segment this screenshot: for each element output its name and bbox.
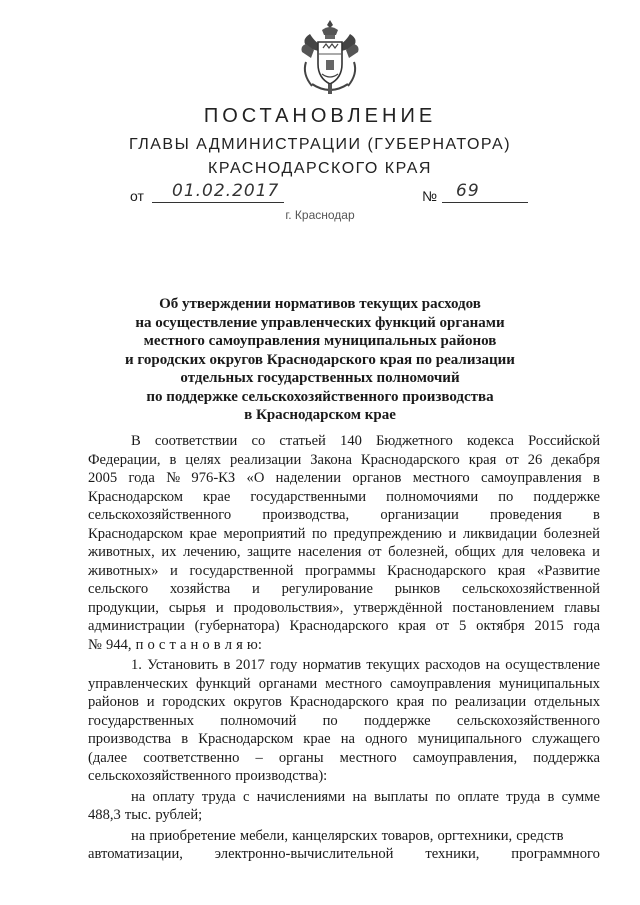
body-word: предупреждению (333, 525, 442, 542)
heading-line: Об утверждении нормативов текущих расходов (159, 296, 481, 312)
body-word: н (190, 636, 199, 653)
date-label: от (130, 188, 144, 204)
body-word: служащего (531, 731, 600, 747)
body-word: администрации (88, 618, 185, 634)
body-word: Закона (310, 451, 352, 468)
body-word: труда (201, 788, 236, 805)
body-word: 2017 (235, 657, 265, 673)
body-word: о (147, 636, 155, 653)
handwritten-date: 01.02.2017 (172, 181, 280, 201)
body-word: сумме (561, 788, 600, 805)
body-word: 140 (340, 433, 362, 449)
body-word: октября (476, 618, 525, 634)
body-word: оргтехники, (437, 827, 513, 844)
body-word: поддержке (533, 488, 600, 505)
body-word: и (252, 581, 260, 597)
body-word: округов (233, 694, 282, 710)
body-word: самоуправления (480, 470, 582, 486)
body-word: по (498, 488, 514, 505)
body-line (88, 788, 600, 807)
body-word: осуществление (505, 657, 600, 673)
body-line (88, 617, 600, 636)
body-word: на (485, 657, 500, 673)
body-word: соответственно (143, 749, 240, 766)
body-word: электронно-вычислительной (214, 846, 394, 862)
body-word: целях (185, 451, 221, 468)
coat-of-arms-emblem (298, 18, 362, 98)
body-word: в (593, 507, 600, 523)
body-word: года (128, 470, 155, 486)
body-word: Краснодарского (289, 618, 389, 634)
heading-line: по поддержке сельскохозяйственного производства (146, 388, 494, 405)
body-word: л (224, 636, 233, 653)
body-word: местного (339, 749, 397, 766)
body-word: производства (88, 731, 172, 747)
body-word: в (169, 451, 177, 468)
body-word: по (431, 694, 447, 710)
body-word: Федерации, (88, 451, 161, 468)
body-word: местного (325, 675, 383, 692)
body-word: оплате (457, 788, 500, 805)
body-word: «О (246, 470, 265, 486)
body-word: крае (303, 731, 331, 747)
issuer-line-2: КРАСНОДАРСКОГО КРАЯ (208, 160, 432, 177)
body-word: функций (196, 675, 251, 692)
body-word: поддержке (363, 712, 431, 729)
body-word: их (161, 544, 177, 560)
body-word: Краснодарском (198, 731, 294, 747)
body-word: на (352, 788, 367, 805)
body-word: программы (305, 562, 376, 579)
body-word: В (131, 433, 141, 449)
body-word: норматив (302, 657, 362, 673)
body-word: сырья (168, 599, 206, 616)
body-word: Краснодарского (360, 451, 460, 468)
body-word: наделении (275, 470, 342, 486)
body-word: а (179, 636, 187, 653)
body-word: декабря (551, 451, 600, 468)
body-word: текущих (366, 657, 420, 673)
body-word: (губернатора) (194, 618, 280, 634)
body-word: в (213, 636, 221, 653)
body-word: одного (365, 731, 408, 747)
body-word: утверждённой (353, 599, 443, 616)
body-word: приобретение (149, 827, 236, 844)
resolution-heading (110, 295, 530, 425)
body-word: государственных (88, 712, 195, 729)
body-line (88, 712, 600, 731)
body-word: в (223, 657, 231, 673)
body-word: районов (88, 694, 139, 710)
body-line (88, 580, 600, 599)
body-word: муниципальных (498, 675, 600, 692)
body-word: органы (278, 749, 324, 766)
body-word: производства): (235, 768, 328, 784)
body-word: управленческих (88, 675, 189, 692)
body-word: продовольствия», (233, 599, 344, 616)
body-word: на (340, 731, 356, 747)
body-word: самоуправления (390, 675, 491, 692)
body-word: проведения (490, 507, 562, 523)
body-word: года (573, 618, 600, 634)
body-word: кодекса (466, 433, 514, 449)
body-word: мероприятий (223, 525, 306, 542)
heading-line: и городских округов Краснодарского края по реализации (125, 351, 515, 368)
body-word: от (435, 618, 450, 634)
body-word: органами (258, 675, 318, 692)
date-number-line (0, 183, 640, 207)
body-word: хозяйства (169, 581, 231, 597)
heading-line: на осуществление управленческих функций органами (135, 314, 505, 331)
body-word: и (215, 599, 224, 616)
body-word: Установить (147, 657, 219, 673)
body-line (88, 451, 600, 470)
body-word: защите (247, 544, 292, 560)
body-word: автоматизации, (88, 846, 183, 862)
body-word: 2015 (534, 618, 564, 634)
body-word: продукции, (88, 599, 159, 616)
body-line (88, 656, 600, 675)
body-word: канцелярских (292, 827, 378, 844)
body-word: «Развитие (536, 562, 600, 579)
body-word: края (497, 562, 526, 579)
body-word: организации (380, 507, 459, 523)
body-word: самоуправления, (412, 749, 518, 766)
body-word: я (236, 636, 243, 653)
body-word: Краснодарском (88, 525, 183, 542)
body-word: со (251, 433, 266, 449)
body-word: расходов (425, 657, 481, 673)
body-word: от (368, 544, 382, 560)
body-word: по (311, 525, 328, 542)
number-underline (442, 202, 528, 203)
body-line (88, 488, 600, 507)
body-word: сельскохозяйственного (88, 768, 232, 784)
body-word: 944, (106, 636, 132, 653)
body-word: ю: (246, 636, 262, 653)
body-word: и (448, 525, 457, 542)
body-word: 1. (131, 657, 142, 673)
body-word: постановлением (452, 599, 555, 616)
body-line (88, 525, 600, 544)
body-word: начислениями (256, 788, 346, 805)
body-word: рублей; (155, 807, 203, 823)
body-word: животных» (88, 562, 159, 579)
body-line (88, 675, 600, 694)
body-word: населения (297, 544, 362, 560)
body-word: году (270, 657, 298, 673)
heading-line: отдельных государственных полномочий (180, 370, 460, 386)
body-word: Краснодарского (387, 562, 487, 579)
body-word: техники, (425, 846, 480, 862)
body-line (88, 730, 600, 749)
body-word: человека (530, 544, 586, 560)
body-word: болезней, (388, 544, 449, 560)
body-line (88, 767, 600, 786)
body-word: и (146, 694, 155, 710)
body-word: поддержка (533, 749, 600, 766)
body-word: и (592, 544, 600, 560)
body-word: т (169, 636, 176, 653)
body-word: края (396, 694, 425, 710)
body-word: о (202, 636, 210, 653)
body-word: реализации (454, 694, 527, 710)
body-word: края (398, 618, 426, 634)
body-word: п (135, 636, 144, 653)
body-line (88, 599, 600, 618)
body-word: № (88, 636, 102, 653)
body-word: – (255, 749, 263, 766)
body-word: сельскохозяйственного (88, 507, 232, 523)
heading-line: местного самоуправления муниципальных районов (143, 333, 497, 349)
body-word: соответствии (154, 433, 238, 449)
body-word: лечению, (183, 544, 241, 560)
body-word: органов (352, 470, 402, 486)
body-word: крае (189, 525, 217, 542)
body-word: болезней (543, 525, 600, 542)
body-word: местного (412, 470, 470, 486)
body-line (88, 693, 600, 712)
heading-line: в Краснодарском крае (244, 407, 396, 423)
city-name: г. Краснодар (285, 208, 355, 222)
body-word: выплаты (373, 788, 429, 805)
body-word: Краснодарском (88, 488, 183, 505)
body-line (88, 432, 600, 451)
body-word: в (547, 788, 555, 805)
body-word: от (505, 451, 519, 468)
body-word: в (181, 731, 189, 747)
body-word: животных, (88, 544, 155, 560)
body-word: для (502, 544, 524, 560)
body-word: оплату (152, 788, 195, 805)
body-word: общих (454, 544, 496, 560)
body-line (88, 806, 600, 825)
body-word: государственными (250, 488, 367, 505)
body-word: мебели, (239, 827, 288, 844)
body-word: по (435, 788, 451, 805)
number-label: № (422, 188, 438, 204)
resolution-body-text (88, 432, 600, 864)
body-word: на (131, 827, 146, 844)
body-word: городских (162, 694, 226, 710)
body-word: программного (511, 846, 600, 862)
body-word: 26 (527, 451, 543, 468)
body-word: 2005 (88, 470, 118, 486)
body-word: муниципального (417, 731, 522, 747)
body-word: с (242, 788, 250, 805)
body-word: сельского (88, 581, 149, 597)
body-word: труда (506, 788, 541, 805)
body-word: и (170, 562, 178, 579)
body-word: средств (516, 827, 564, 844)
body-line (88, 562, 600, 581)
body-word: государственной (189, 562, 294, 579)
body-word: регулирование (281, 581, 373, 597)
body-word: крае (202, 488, 231, 505)
body-word: по (322, 712, 338, 729)
body-word: статьей (279, 433, 326, 449)
body-word: на (131, 788, 146, 805)
document-type-title: ПОСТАНОВЛЕНИЕ (203, 105, 437, 127)
body-word: рынков (394, 581, 441, 597)
date-underline (152, 202, 284, 203)
body-word: Бюджетного (376, 433, 453, 449)
body-line (88, 845, 600, 864)
body-line (88, 749, 600, 768)
body-line (88, 506, 600, 525)
body-word: товаров, (381, 827, 434, 844)
body-word: реализации (229, 451, 302, 468)
body-word: ликвидации (462, 525, 538, 542)
body-word: в (593, 470, 600, 486)
body-line (88, 827, 600, 846)
body-word: края (468, 451, 497, 468)
body-word: полномочий (220, 712, 297, 729)
body-word: 976-КЗ (191, 470, 236, 486)
body-word: тыс. (124, 807, 152, 823)
body-word: главы (564, 599, 600, 616)
body-word: сельскохозяйственной (461, 581, 600, 597)
body-word: отдельных (533, 694, 600, 710)
issuer-line-1: ГЛАВЫ АДМИНИСТРАЦИИ (ГУБЕРНАТОРА) (128, 136, 512, 153)
body-word: Российской (528, 433, 600, 449)
body-word: 488,3 (88, 807, 121, 823)
body-word: (далее (88, 749, 128, 766)
body-word: производства, (262, 507, 350, 523)
body-line (88, 469, 600, 488)
body-word: № (166, 470, 181, 486)
body-line (88, 636, 600, 655)
body-word: полномочиями (386, 488, 479, 505)
body-word: Краснодарского (289, 694, 389, 710)
body-word: с (158, 636, 166, 653)
handwritten-number: 69 (456, 181, 480, 201)
body-word: 5 (459, 618, 467, 634)
body-line (88, 543, 600, 562)
body-word: сельскохозяйственного (456, 712, 600, 729)
